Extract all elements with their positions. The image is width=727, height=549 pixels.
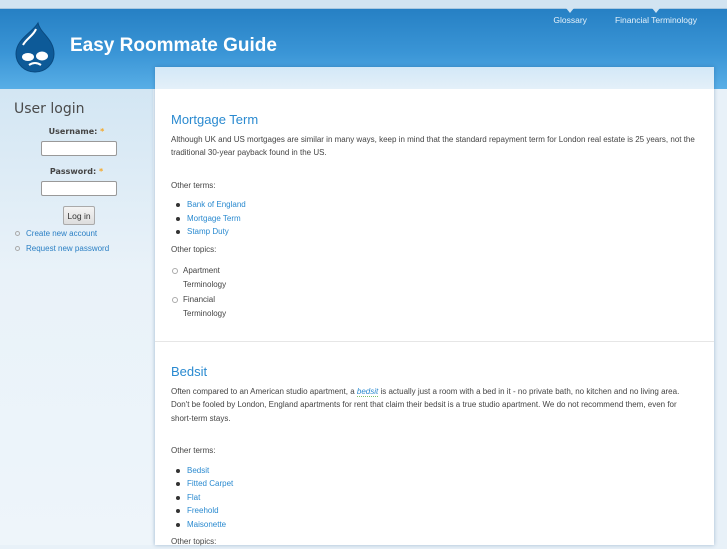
request-password-text[interactable]: Request new password [26, 244, 110, 253]
main-content [155, 67, 714, 545]
body-text: Often compared to an American studio apartment, a [171, 386, 357, 396]
node-title[interactable]: Mortgage Term [171, 112, 259, 127]
nav-financial-terminology[interactable]: Financial Terminology [615, 9, 697, 25]
password-label-text: Password: [49, 167, 97, 176]
username-label-text: Username: [48, 127, 98, 136]
term-link[interactable]: Bank of England [171, 198, 698, 212]
node-bedsit [155, 365, 714, 549]
create-account-text[interactable]: Create new account [26, 229, 98, 238]
term-link[interactable]: Mortgage Term [171, 212, 698, 226]
drupal-logo-icon[interactable] [14, 21, 56, 73]
topic-link[interactable]: Financial Terminology [171, 293, 251, 320]
password-label [0, 167, 153, 176]
node-title[interactable]: Bedsit [171, 364, 208, 379]
create-account-link[interactable] [15, 229, 97, 238]
terms-list [171, 464, 698, 532]
primary-nav [553, 9, 697, 25]
other-topics-label: Other topics: [171, 537, 217, 546]
circle-bullet-icon [15, 246, 20, 251]
terms-list [171, 198, 698, 239]
request-password-link[interactable] [15, 244, 109, 253]
topics-list [171, 264, 698, 320]
other-terms-label: Other terms: [171, 446, 216, 455]
term-link[interactable]: Fitted Carpet [171, 477, 698, 491]
password-input[interactable] [41, 181, 117, 196]
username-label [0, 127, 153, 136]
required-marker: * [98, 167, 104, 176]
user-login-title: User login [14, 101, 85, 117]
node-body [171, 385, 698, 426]
required-marker: * [100, 127, 105, 136]
sidebar [0, 89, 153, 545]
circle-bullet-icon [15, 231, 20, 236]
term-link[interactable]: Maisonette [171, 518, 698, 532]
node-body: Although UK and US mortgages are similar in many ways, keep in mind that the standard repayment term for London real estate is 25 years, not the traditional 30-year payback found in the US. [171, 134, 695, 157]
bedsit-glossary-link[interactable]: bedsit [356, 386, 379, 396]
body-text: is actually just a room with a bed in it - no private bath, no kitchen and no living area. Don't be fooled by London, England apartments for rent that claim their bedsit is a true studio apartment. We do not recommend them, even for short-term stays. [171, 386, 680, 423]
other-topics-label: Other topics: [171, 244, 217, 254]
term-link[interactable]: Bedsit [171, 464, 698, 478]
username-input[interactable] [41, 141, 117, 156]
nav-glossary[interactable]: Glossary [553, 9, 587, 25]
site-name[interactable]: Easy Roommate Guide [70, 35, 277, 56]
top-strip [0, 0, 727, 9]
term-link[interactable]: Flat [171, 491, 698, 505]
topic-link[interactable]: Apartment Terminology [171, 264, 251, 291]
term-link[interactable]: Freehold [171, 504, 698, 518]
login-button[interactable]: Log in [63, 206, 95, 225]
divider [155, 341, 714, 342]
content-top-band [155, 67, 714, 89]
term-link[interactable]: Stamp Duty [171, 225, 698, 239]
other-terms-label: Other terms: [171, 180, 216, 190]
node-mortgage-term [155, 113, 714, 324]
